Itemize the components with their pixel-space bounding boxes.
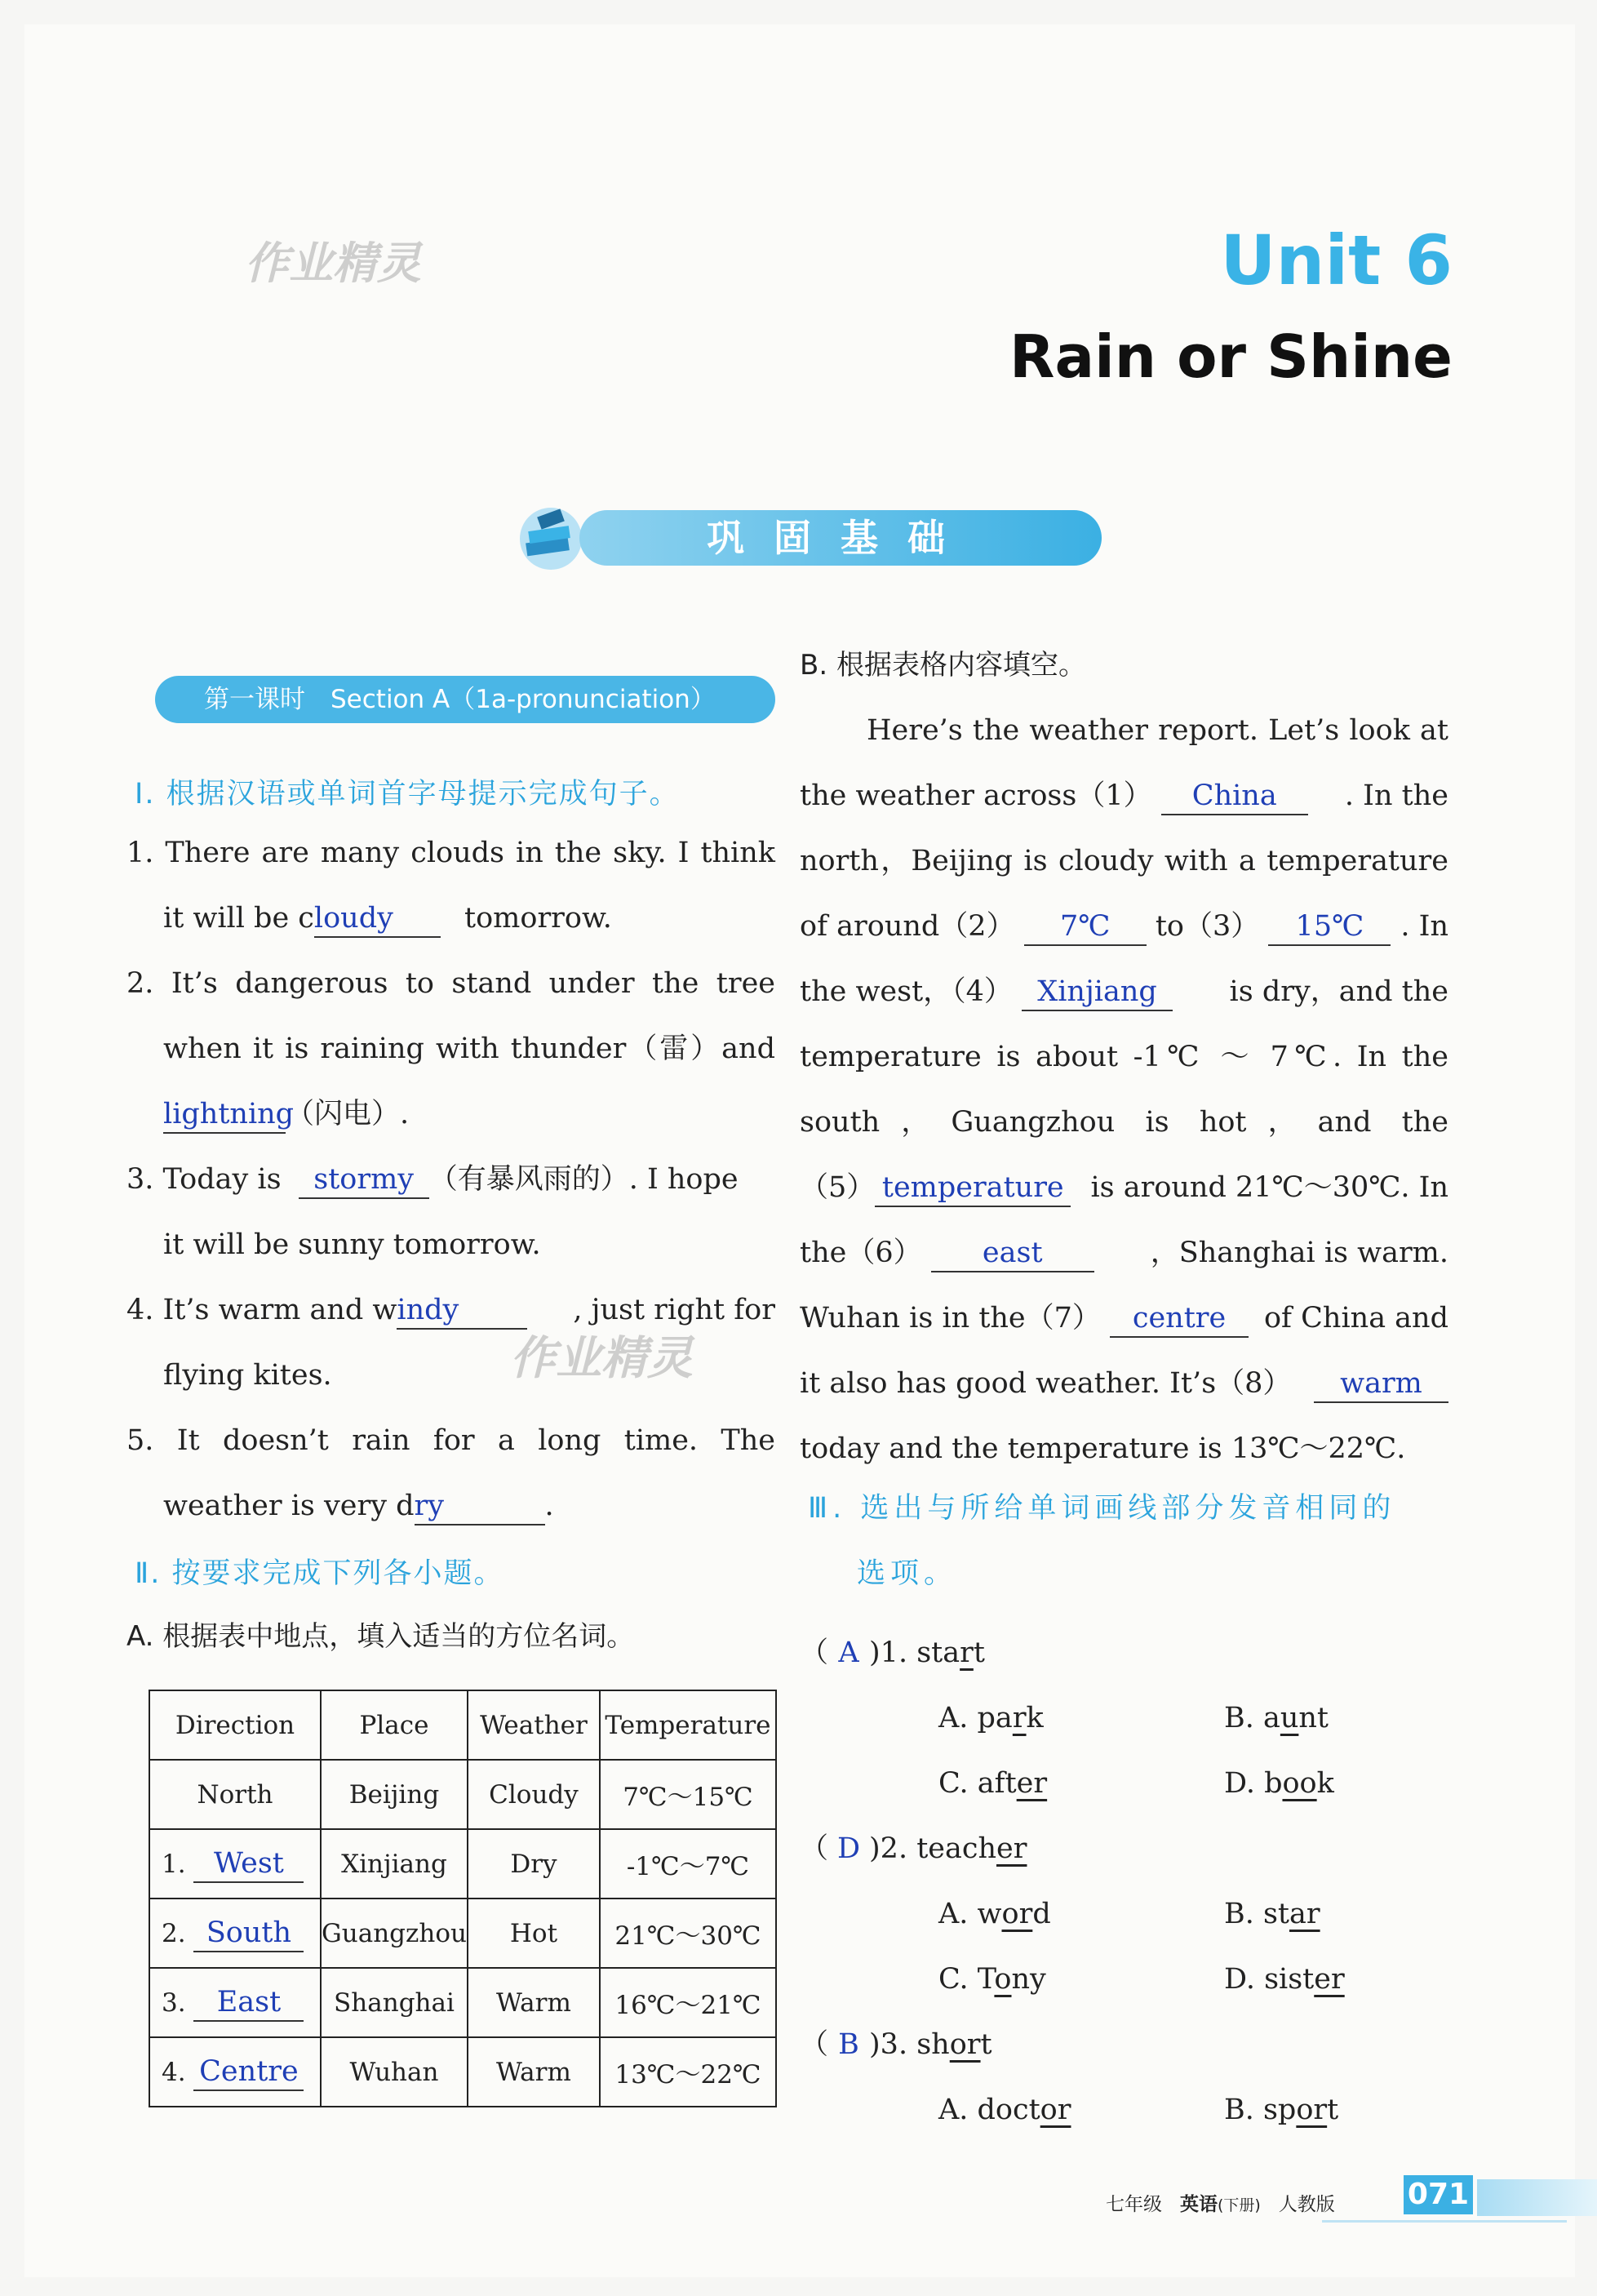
table-row <box>149 2037 776 2107</box>
q1-line2 <box>163 886 612 951</box>
passage-line-11: it also has good weather. It’s（8） warm <box>800 1351 1448 1416</box>
q3-suffix: （有暴风雨的）. I hope <box>428 1163 739 1196</box>
table-row <box>149 1899 776 1968</box>
q4-answer: indy <box>397 1292 527 1330</box>
blank-2: 7℃ <box>1024 908 1147 946</box>
q5-line1: 5. It doesn’t rain for a long time. The <box>126 1424 775 1457</box>
q3-line2: it will be sunny tomorrow. <box>163 1228 541 1261</box>
cell-direction: 1. West <box>149 1829 321 1899</box>
q4-line2: flying kites. <box>163 1359 332 1392</box>
cell-direction: 2. South <box>149 1899 321 1968</box>
p3-q2-option-d: D. sister <box>1224 1963 1345 1996</box>
workbook-page <box>24 24 1575 2277</box>
header-weather: Weather <box>468 1690 600 1760</box>
footer-grade: 七年级 <box>1106 2194 1162 2215</box>
q2-line2: when it is raining with thunder（雷）and <box>163 1033 775 1065</box>
cell-temperature: 13℃～22℃ <box>600 2037 776 2107</box>
passage-line-12: today and the temperature is 13℃～22℃. <box>800 1432 1406 1465</box>
part2-subB: B. 根据表格内容填空。 <box>800 649 1086 682</box>
blank-4: Xinjiang <box>1022 974 1173 1011</box>
q4-suffix: , just right for <box>573 1294 775 1326</box>
passage-line-6: temperature is about -1℃ ～ 7℃. In the <box>800 1041 1448 1073</box>
p3-q2-option-a: A. word <box>938 1898 1051 1930</box>
footer-volume: (下册) <box>1217 2196 1261 2214</box>
q2-suffix: （闪电）. <box>286 1098 410 1130</box>
p3-q3-answer: B <box>838 2028 859 2061</box>
q1-answer: loudy <box>314 900 441 938</box>
weather-table <box>149 1690 777 2107</box>
blank-1: China <box>1161 778 1308 815</box>
lesson-label: 第一课时 Section A（1a-pronunciation） <box>155 676 775 723</box>
cell-place: Shanghai <box>321 1968 468 2037</box>
passage-line-1: Here’s the weather report. Let’s look at <box>867 714 1448 747</box>
cell-place: Guangzhou <box>321 1899 468 1968</box>
table-row <box>149 1760 776 1829</box>
q3-prefix: 3. Today is <box>126 1163 282 1196</box>
q1-suffix: tomorrow. <box>464 902 612 935</box>
passage-line-7: south，Guangzhou is hot，and the <box>800 1106 1448 1139</box>
cell-direction: 4. Centre <box>149 2037 321 2107</box>
passage-line-4: of around（2） 7℃ to（3） 15℃ . In <box>800 894 1448 959</box>
passage-line-10: Wuhan is in the（7） centre of China and <box>800 1286 1448 1351</box>
part2-heading: Ⅱ. 按要求完成下列各小题。 <box>135 1557 504 1590</box>
blank-8: warm <box>1314 1366 1448 1403</box>
cell-weather: Warm <box>468 2037 600 2107</box>
books-icon <box>506 498 588 580</box>
cell-weather: Hot <box>468 1899 600 1968</box>
cell-direction: 3. East <box>149 1968 321 2037</box>
table-answer-3: East <box>193 1984 304 2022</box>
passage-line-2: the weather across（1） China . In the <box>800 763 1448 828</box>
watermark-center: 作业精灵 <box>510 1332 693 1385</box>
page-number: 071 <box>1404 2175 1473 2214</box>
cell-temperature: 16℃～21℃ <box>600 1968 776 2037</box>
cell-temperature: -1℃～7℃ <box>600 1829 776 1899</box>
q5-suffix: . <box>544 1490 554 1522</box>
table-answer-2: South <box>193 1915 304 1952</box>
q3-line1 <box>126 1147 775 1212</box>
p3-q1-option-d: D. book <box>1224 1767 1334 1800</box>
cell-place: Xinjiang <box>321 1829 468 1899</box>
part3-heading-cont: 选项。 <box>857 1557 958 1590</box>
part1-heading: Ⅰ. 根据汉语或单词首字母提示完成句子。 <box>135 778 680 810</box>
footer-decoration <box>1477 2179 1597 2216</box>
header-temperature: Temperature <box>600 1690 776 1760</box>
q2-line3 <box>163 1081 409 1147</box>
blank-7: centre <box>1110 1300 1249 1338</box>
unit-number: Unit 6 <box>1220 220 1453 300</box>
header-place: Place <box>321 1690 468 1760</box>
passage-line-5: the west，（4） Xinjiang is dry，and the <box>800 959 1448 1024</box>
table-header-row <box>149 1690 776 1760</box>
q2-line1: 2. It’s dangerous to stand under the tree <box>126 967 775 1000</box>
p3-q1: （ A )1. start <box>800 1620 985 1685</box>
cell-place: Beijing <box>321 1760 468 1829</box>
cell-weather: Warm <box>468 1968 600 2037</box>
cell-weather: Dry <box>468 1829 600 1899</box>
p3-q3-option-b: B. sport <box>1224 2094 1339 2126</box>
part2-subA: A. 根据表中地点，填入适当的方位名词。 <box>126 1620 635 1653</box>
footer-rule <box>1322 2220 1567 2223</box>
unit-title: Rain or Shine <box>1009 322 1453 391</box>
q5-prefix: weather is very d <box>163 1490 415 1522</box>
blank-5: temperature <box>875 1170 1071 1207</box>
blank-6: east <box>931 1235 1094 1272</box>
q5-answer: ry <box>415 1488 545 1525</box>
passage-line-9: the（6） east ，Shanghai is warm. <box>800 1220 1448 1286</box>
footer-edition: 人教版 <box>1278 2194 1335 2215</box>
part3-heading: Ⅲ. 选出与所给单词画线部分发音相同的 <box>808 1492 1396 1525</box>
table-row <box>149 1829 776 1899</box>
cell-weather: Cloudy <box>468 1760 600 1829</box>
cell-temperature: 21℃～30℃ <box>600 1899 776 1968</box>
q4-prefix: 4. It’s warm and w <box>126 1294 397 1326</box>
p3-q2-answer: D <box>836 1832 861 1865</box>
header-direction: Direction <box>149 1690 321 1760</box>
table-row <box>149 1968 776 2037</box>
table-answer-4: Centre <box>193 2054 304 2091</box>
q5-line2 <box>163 1473 554 1539</box>
cell-temperature: 7℃～15℃ <box>600 1760 776 1829</box>
p3-q2-option-b: B. star <box>1224 1898 1320 1930</box>
blank-3: 15℃ <box>1268 908 1391 946</box>
passage-line-3: north，Beijing is cloudy with a temperature <box>800 845 1448 877</box>
p3-q3-option-a: A. doctor <box>938 2094 1071 2126</box>
q3-answer: stormy <box>299 1161 429 1199</box>
table-answer-1: West <box>193 1845 304 1883</box>
q1-line1: 1. There are many clouds in the sky. I think <box>126 837 775 869</box>
p3-q1-answer: A <box>838 1637 859 1669</box>
p3-q2: （ D )2. teacher <box>800 1816 1027 1881</box>
p3-q3: （ B )3. short <box>800 2012 992 2077</box>
p3-q1-option-c: C. after <box>938 1767 1048 1800</box>
p3-q1-option-a: A. park <box>938 1702 1044 1734</box>
p3-q1-option-b: B. aunt <box>1224 1702 1329 1734</box>
cell-place: Wuhan <box>321 2037 468 2107</box>
q2-answer: lightning <box>163 1096 286 1134</box>
section-banner: 巩固基础 <box>579 510 1102 566</box>
cell-direction: North <box>149 1760 321 1829</box>
watermark-logo: 作业精灵 <box>245 238 421 289</box>
q1-prefix: it will be c <box>163 902 314 935</box>
p3-q2-option-c: C. Tony <box>938 1963 1046 1996</box>
passage-line-8: （5） temperature is around 21℃～30℃. In <box>800 1155 1448 1220</box>
page-footer <box>1106 2189 1335 2216</box>
footer-subject: 英语 <box>1179 2194 1218 2215</box>
